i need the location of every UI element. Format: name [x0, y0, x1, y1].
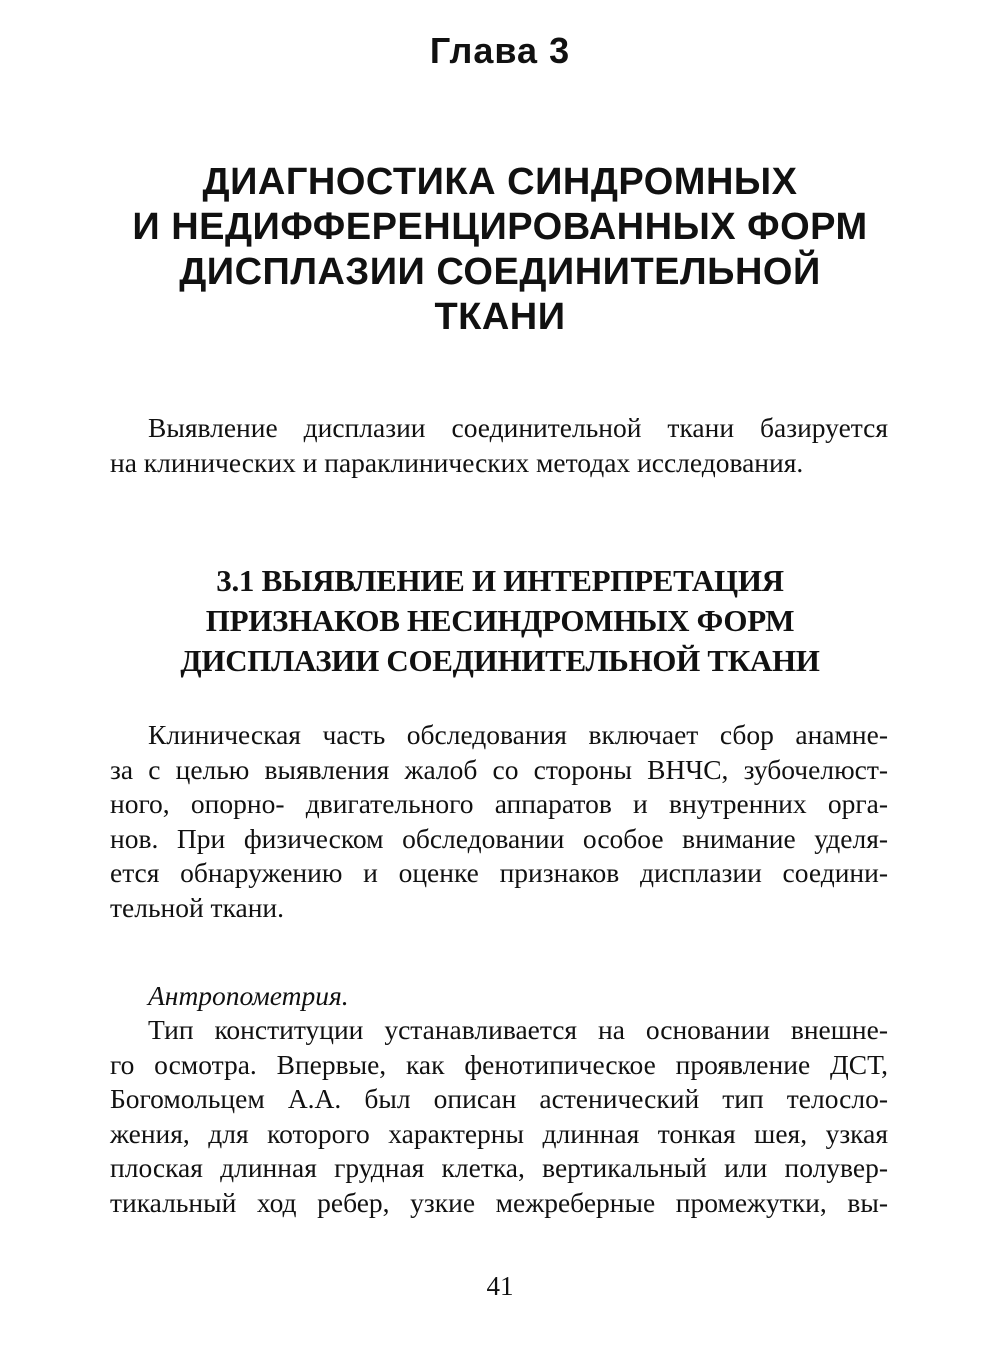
anthropometry-line: Тип конституции устанавливается на основании внешне- — [148, 1014, 888, 1045]
chapter-title — [60, 160, 940, 340]
page-number: 41 — [486, 1271, 514, 1301]
anthropometry-line: плоская длинная грудная клетка, вертикальный или полувер- — [110, 1152, 888, 1183]
chapter-label: Глава 3 — [429, 30, 571, 71]
anthropometry-line: тикальный ход ребер, узкие межреберные промежутки, вы- — [110, 1186, 888, 1218]
anthropometry-paragraph — [110, 1013, 888, 1220]
section-title-line: 3.1 ВЫЯВЛЕНИЕ И ИНТЕРПРЕТАЦИЯ — [216, 563, 784, 598]
clinical-line: ется обнаружению и оценке признаков дисплазии соедини- — [110, 857, 888, 888]
anthropometry-line: жения, для которого характерны длинная тонкая шея, узкая — [110, 1117, 888, 1149]
section-title — [60, 561, 940, 681]
clinical-line: тельной ткани. — [110, 891, 285, 923]
anthropometry-line: Богомольцем А.А. был описан астенический тип телосло- — [110, 1083, 888, 1114]
intro-line: Выявление дисплазии соединительной ткани базируется — [148, 412, 888, 443]
chapter-title-line: ДИСПЛАЗИИ СОЕДИНИТЕЛЬНОЙ — [179, 251, 821, 293]
intro-line: на клинических и параклинических методах исследования. — [110, 446, 804, 478]
clinical-line: нов. При физическом обследовании особое внимание уделя- — [110, 822, 888, 854]
clinical-line: за с целью выявления жалоб со стороны ВНЧС, зубочелюст- — [110, 753, 888, 785]
chapter-title-line: ТКАНИ — [434, 296, 566, 338]
section-title-line: ПРИЗНАКОВ НЕСИНДРОМНЫХ ФОРМ — [205, 603, 795, 638]
chapter-title-line: ДИАГНОСТИКА СИНДРОМНЫХ — [202, 161, 798, 203]
anthropometry-line: го осмотра. Впервые, как фенотипическое проявление ДСТ, — [110, 1048, 888, 1080]
intro-paragraph — [110, 411, 888, 480]
clinical-line: ного, опорно- двигательного аппаратов и внутренних орга- — [110, 788, 888, 819]
section-title-line: ДИСПЛАЗИИ СОЕДИНИТЕЛЬНОЙ ТКАНИ — [180, 643, 820, 678]
clinical-paragraph — [110, 718, 888, 925]
clinical-line: Клиническая часть обследования включает сбор анамне- — [148, 719, 888, 750]
chapter-title-line: И НЕДИФФЕРЕНЦИРОВАННЫХ ФОРМ — [132, 206, 868, 248]
subheading-anthropometry: Антропометрия. — [148, 980, 349, 1011]
